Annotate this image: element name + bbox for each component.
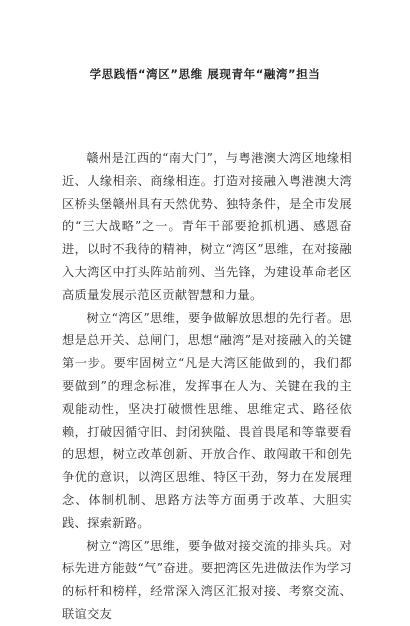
document-title: 学思践悟“湾区”思维 展现青年“融湾”担当	[89, 67, 321, 81]
paragraph-exchange: 树立“湾区”思维，要争做对接交流的排头兵。对标先进方能鼓“气”奋进。要把湾区先进做法作为学习的标杆和榜样，经常深入湾区汇报对接、考察交流、联谊交友	[62, 538, 352, 621]
document-body	[62, 147, 352, 626]
paragraph-emancipate-mind: 树立“湾区”思维，要争做解放思想的先行者。思想是总开关、总闸门，思想“融湾”是对接融入的关键第一步。要牢固树立“凡是大湾区能做到的，我们都要做到”的理念标准，发挥事在人为、关键在我的主观能动性，坚决打破惯性思维、思维定式、路径依赖，打破因循守旧、封闭狭隘、畏首畏尾和等靠要看的思想，树立改革创新、开放合作、敢闯敢干和创先争优的意识，以湾区思维、特区干劲，努力在发展理念、体制机制、思路方法等方面勇于改革、大胆实践、探索新路。	[62, 310, 352, 530]
paragraph-intro: 赣州是江西的“南大门”，与粤港澳大湾区地缘相近、人缘相亲、商缘相连。打造对接融入粤港澳大湾区桥头堡赣州具有天然优势、独特条件，是全市发展的“三大战略”之一。青年干部要抢抓机遇、感恩奋进，以时不我待的精神，树立“湾区”思维，在对接融入大湾区中打头阵站前列、当先锋，为建设革命老区高质量发展示范区贡献智慧和力量。	[62, 151, 352, 302]
